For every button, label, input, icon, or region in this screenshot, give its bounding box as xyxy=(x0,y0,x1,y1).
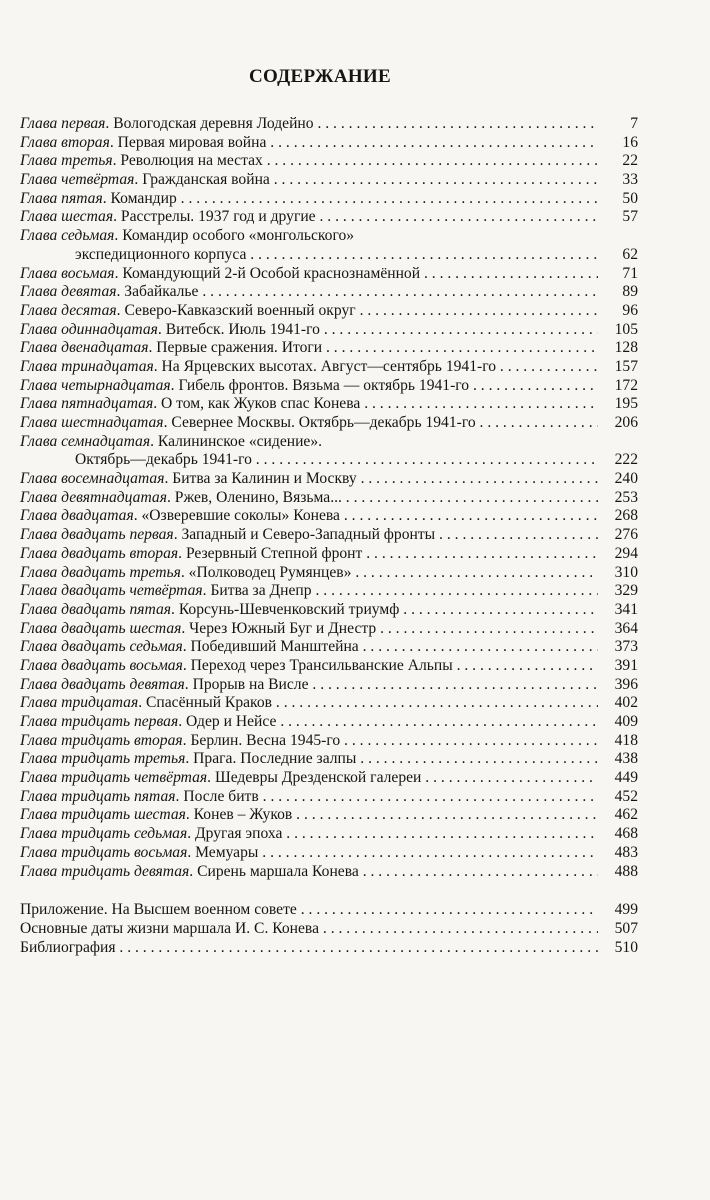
chapter-label: Глава двадцать пятая xyxy=(20,600,172,618)
entry-title: Конев – Жуков xyxy=(193,806,293,824)
entry-title: Берлин. Весна 1945-го xyxy=(190,731,341,749)
entry-text: Глава пятая. Командир . . . xyxy=(20,190,598,209)
entry-title: Северо-Кавказский военный округ xyxy=(124,301,356,319)
chapter-label: Глава двадцать девятая xyxy=(20,675,185,693)
chapter-label: Глава двадцать восьмая xyxy=(20,656,183,674)
entry-title: Мемуары xyxy=(195,843,259,861)
entry-text: Глава девятнадцатая. Ржев, Оленино, Вязьма... . . . xyxy=(20,489,598,508)
toc-entry xyxy=(20,638,638,657)
entry-text: Глава восемнадцатая. Битва за Калинин и Москву . . . xyxy=(20,470,598,489)
entry-text xyxy=(20,939,598,958)
entry-title: «Озверевшие соколы» Конева xyxy=(141,507,340,525)
toc-entry xyxy=(20,395,638,414)
entry-title: Октябрь—декабрь 1941-го xyxy=(75,451,252,469)
chapter-label: Глава тридцать шестая xyxy=(20,806,186,824)
entry-text: Глава вторая. Первая мировая война . . . xyxy=(20,134,598,153)
chapter-label: Глава семнадцатая xyxy=(20,432,151,450)
entry-title: Вологодская деревня Лодейно xyxy=(113,115,314,132)
entry-title: Первые сражения. Итоги xyxy=(156,339,323,357)
entry-title: Другая эпоха xyxy=(195,825,283,843)
chapter-label: Глава двадцать вторая xyxy=(20,544,179,562)
page-number: 488 xyxy=(614,862,638,880)
chapter-label: Глава четырнадцатая xyxy=(20,376,171,394)
chapter-label: Глава тридцать вторая xyxy=(20,731,183,749)
page-number: 7 xyxy=(630,115,638,132)
toc-entry xyxy=(20,788,638,807)
entry-title: Через Южный Буг и Днестр xyxy=(189,619,377,637)
entry-title: Гибель фронтов. Вязьма — октябрь 1941-го xyxy=(178,376,470,394)
entry-text: Глава тридцать вторая. Берлин. Весна 1945-го . . . xyxy=(20,732,598,751)
entry-text: Глава шестая. Расстрелы. 1937 год и другие . . . xyxy=(20,208,598,227)
entry-title: Битва за Калинин и Москву xyxy=(172,470,357,488)
entry-text xyxy=(20,901,598,920)
page-number: 396 xyxy=(614,675,638,693)
toc-entry xyxy=(20,545,638,564)
toc-entry xyxy=(20,451,638,470)
entry-text xyxy=(75,451,598,470)
toc-entry xyxy=(20,321,638,340)
toc-entry xyxy=(20,806,638,825)
page-number: 409 xyxy=(614,713,638,730)
entry-text xyxy=(75,246,598,265)
page-number: 310 xyxy=(614,563,638,581)
entry-title: Победивший Манштейна xyxy=(190,638,359,656)
toc-entry xyxy=(20,283,638,302)
page-number: 329 xyxy=(614,582,638,600)
entry-text: Глава двадцать вторая. Резервный Степной фронт . . . xyxy=(20,545,598,564)
entry-text xyxy=(20,920,598,939)
appendix-entry xyxy=(20,939,638,958)
chapter-label: Глава девятнадцатая xyxy=(20,488,167,506)
entry-text: Глава тридцать пятая. После битв . . . xyxy=(20,788,598,807)
entry-title: Ржев, Оленино, Вязьма... xyxy=(174,488,342,506)
table-of-contents xyxy=(20,115,638,957)
toc-entry xyxy=(20,227,638,246)
chapter-label: Глава тридцать четвёртая xyxy=(20,769,208,787)
toc-entry xyxy=(20,676,638,695)
entry-title: экспедиционного корпуса xyxy=(75,245,247,263)
chapter-label: Глава десятая xyxy=(20,301,117,319)
toc-entry xyxy=(20,732,638,751)
entry-title: О том, как Жуков спас Конева xyxy=(161,395,361,413)
page-number: 483 xyxy=(614,843,638,861)
entry-text: Глава двадцать четвёртая. Битва за Днепр . . . xyxy=(20,582,598,601)
entry-text: Глава двадцатая. «Озверевшие соколы» Конева . . . xyxy=(20,507,598,526)
page-number: 507 xyxy=(614,919,638,937)
page-number: 438 xyxy=(614,750,638,768)
entry-text: Глава восьмая. Командующий 2-й Особой краснознамённой . . . xyxy=(20,265,598,284)
appendix-entry xyxy=(20,920,638,939)
entry-text: Глава двадцать первая. Западный и Северо-Западный фронты . . . xyxy=(20,526,598,545)
entry-text: Глава тридцать четвёртая. Шедевры Дрезденской галереи . . . xyxy=(20,769,598,788)
entry-text: Глава пятнадцатая. О том, как Жуков спас Конева . . . xyxy=(20,395,598,414)
entry-text: Глава двадцать седьмая. Победивший Манштейна . . . xyxy=(20,638,598,657)
entry-title: Западный и Северо-Западный фронты xyxy=(181,526,436,544)
entry-text: Глава тридцать седьмая. Другая эпоха . . . xyxy=(20,825,598,844)
page-number: 22 xyxy=(622,152,638,170)
page-number: 240 xyxy=(614,470,638,488)
toc-entry xyxy=(20,750,638,769)
page-number: 62 xyxy=(622,245,638,263)
page-number: 341 xyxy=(614,600,638,618)
page-number: 105 xyxy=(614,320,638,338)
appendix-entry xyxy=(20,901,638,920)
page-number: 449 xyxy=(614,769,638,787)
page-number: 128 xyxy=(614,339,638,357)
chapter-label: Глава восьмая xyxy=(20,264,115,282)
page-number: 373 xyxy=(614,638,638,656)
entry-text: Глава первая. Вологодская деревня Лодейно . . . xyxy=(20,115,598,134)
toc-entry xyxy=(20,564,638,583)
entry-title: Сирень маршала Конева xyxy=(197,862,359,880)
page-number: 268 xyxy=(614,507,638,525)
entry-text: Глава девятая. Забайкалье . . . xyxy=(20,283,598,302)
chapter-label: Глава шестая xyxy=(20,208,114,226)
chapter-label: Глава тридцатая xyxy=(20,694,139,712)
entry-text: Глава четвёртая. Гражданская война . . . xyxy=(20,171,598,190)
entry-text: Глава тридцать третья. Прага. Последние залпы . . . xyxy=(20,750,598,769)
page-number: 195 xyxy=(614,395,638,413)
toc-entry xyxy=(20,620,638,639)
toc-entry xyxy=(20,601,638,620)
chapter-label: Глава двадцать седьмая xyxy=(20,638,183,656)
toc-entry xyxy=(20,863,638,882)
entry-text: Глава двадцать шестая. Через Южный Буг и Днестр . . . xyxy=(20,620,598,639)
entry-title: Севернее Москвы. Октябрь—декабрь 1941-го xyxy=(171,414,476,431)
entry-text: Глава семнадцатая. Калининское «сидение». xyxy=(20,432,323,450)
toc-entry xyxy=(20,358,638,377)
page-number: 452 xyxy=(614,787,638,805)
entry-title: Гражданская война xyxy=(142,171,270,189)
toc-entry xyxy=(20,152,638,171)
page-number: 294 xyxy=(614,544,638,562)
chapter-label: Глава вторая xyxy=(20,133,110,151)
entry-title: Командующий 2-й Особой краснознамённой xyxy=(122,264,421,282)
entry-text: Глава двадцать третья. «Полководец Румянцев» . . . xyxy=(20,564,598,583)
entry-title: Резервный Степной фронт xyxy=(185,544,363,562)
entry-title: Командир xyxy=(110,189,177,207)
toc-entry xyxy=(20,507,638,526)
page-number: 468 xyxy=(614,825,638,843)
entry-text: Глава шестнадцатая. Севернее Москвы. Октябрь—декабрь 1941-го . . . xyxy=(20,414,598,433)
page-number: 276 xyxy=(614,526,638,544)
entry-text: Глава десятая. Северо-Кавказский военный округ . . . xyxy=(20,302,598,321)
entry-text: Глава тридцатая. Спасённый Краков . . . xyxy=(20,694,598,713)
page-number: 50 xyxy=(622,189,638,207)
entry-title: Корсунь-Шевченковский триумф xyxy=(178,600,400,618)
entry-title: Приложение. На Высшем военном совете xyxy=(20,901,297,919)
entry-text: Глава тридцать восьмая. Мемуары . . . xyxy=(20,844,598,863)
entry-text: Глава тридцать девятая. Сирень маршала Конева . . . xyxy=(20,863,598,882)
toc-entry xyxy=(20,694,638,713)
chapter-label: Глава двадцатая xyxy=(20,507,134,525)
chapter-label: Глава седьмая xyxy=(20,227,115,245)
entry-text: Глава третья. Революция на местах . . . xyxy=(20,152,598,171)
section-gap xyxy=(20,881,638,901)
toc-entry xyxy=(20,414,638,433)
page-number: 510 xyxy=(614,938,638,956)
page-number: 96 xyxy=(622,301,638,319)
chapter-label: Глава двадцать первая xyxy=(20,526,174,544)
page-number: 462 xyxy=(614,806,638,824)
toc-entry xyxy=(20,339,638,358)
chapter-label: Глава тридцать девятая xyxy=(20,862,190,880)
chapter-label: Глава третья xyxy=(20,152,113,170)
page-number: 172 xyxy=(614,376,638,394)
page-number: 418 xyxy=(614,731,638,749)
entry-title: Революция на местах xyxy=(120,152,263,170)
chapter-label: Глава тридцать первая xyxy=(20,713,179,730)
toc-entry xyxy=(20,657,638,676)
chapter-label: Глава четвёртая xyxy=(20,171,135,189)
page-number: 206 xyxy=(614,414,638,431)
entry-title: Прорыв на Висле xyxy=(192,675,309,693)
entry-text: Глава двенадцатая. Первые сражения. Итоги . . . xyxy=(20,339,598,358)
toc-entry xyxy=(20,489,638,508)
chapter-label: Глава двадцать третья xyxy=(20,563,181,581)
toc-entry xyxy=(20,582,638,601)
page-number: 499 xyxy=(614,901,638,919)
entry-title: «Полководец Румянцев» xyxy=(188,563,352,581)
entry-text: Глава двадцать восьмая. Переход через Трансильванские Альпы . . . xyxy=(20,657,598,676)
entry-text: Глава четырнадцатая. Гибель фронтов. Вязьма — октябрь 1941-го . . . xyxy=(20,377,598,396)
chapter-label: Глава девятая xyxy=(20,283,117,301)
entry-title: Битва за Днепр xyxy=(210,582,312,600)
page-number: 57 xyxy=(622,208,638,226)
entry-title: Одер и Нейсе xyxy=(186,713,277,730)
chapter-label: Глава восемнадцатая xyxy=(20,470,165,488)
toc-entry xyxy=(20,470,638,489)
chapter-label: Глава двенадцатая xyxy=(20,339,149,357)
toc-entry xyxy=(20,825,638,844)
entry-title: Шедевры Дрезденской галереи xyxy=(214,769,422,787)
entry-title: Переход через Трансильванские Альпы xyxy=(190,656,453,674)
entry-title: Командир особого «монгольского» xyxy=(122,227,355,245)
toc-entry xyxy=(20,265,638,284)
chapter-label: Глава первая xyxy=(20,115,106,132)
page-number: 157 xyxy=(614,357,638,375)
toc-entry xyxy=(20,302,638,321)
entry-title: Калининское «сидение». xyxy=(157,432,323,450)
toc-entry xyxy=(20,433,638,452)
entry-title: Первая мировая война xyxy=(117,133,267,151)
page-number: 402 xyxy=(614,694,638,712)
entry-title: Витебск. Июль 1941-го xyxy=(165,320,320,338)
toc-entry xyxy=(20,713,638,732)
toc-entry xyxy=(20,134,638,153)
entry-title: На Ярцевских высотах. Август—сентябрь 1941-го xyxy=(161,357,497,375)
toc-entry xyxy=(20,769,638,788)
page-number: 16 xyxy=(622,133,638,151)
entry-title: Спасённый Краков xyxy=(146,694,272,712)
page-number: 364 xyxy=(614,619,638,637)
chapter-label: Глава тринадцатая xyxy=(20,357,154,375)
entry-text: Глава тридцать первая. Одер и Нейсе . . . xyxy=(20,713,598,732)
toc-entry xyxy=(20,246,638,265)
toc-entry xyxy=(20,208,638,227)
chapter-label: Глава двадцать шестая xyxy=(20,619,182,637)
page-title: СОДЕРЖАНИЕ xyxy=(249,66,391,87)
toc-entry xyxy=(20,190,638,209)
page-number: 391 xyxy=(614,656,638,674)
chapter-label: Глава тридцать третья xyxy=(20,750,186,768)
chapter-label: Глава шестнадцатая xyxy=(20,414,164,431)
toc-entry xyxy=(20,844,638,863)
chapter-label: Глава тридцать седьмая xyxy=(20,825,188,843)
chapter-label: Глава тридцать восьмая xyxy=(20,843,188,861)
entry-text: Глава двадцать пятая. Корсунь-Шевченковский триумф . . . xyxy=(20,601,598,620)
toc-entry xyxy=(20,526,638,545)
entry-title: Прага. Последние залпы xyxy=(193,750,357,768)
entry-text: Глава двадцать девятая. Прорыв на Висле . . . xyxy=(20,676,598,695)
toc-entry xyxy=(20,377,638,396)
entry-text: Глава седьмая. Командир особого «монгольского» xyxy=(20,227,355,245)
entry-text: Глава одиннадцатая. Витебск. Июль 1941-го . . . xyxy=(20,321,598,340)
page-number: 71 xyxy=(622,264,638,282)
toc-entry xyxy=(20,171,638,190)
page-number: 33 xyxy=(622,171,638,189)
entry-title: Забайкалье xyxy=(124,283,199,301)
entry-title: Расстрелы. 1937 год и другие xyxy=(120,208,316,226)
entry-text: Глава тридцать шестая. Конев – Жуков . . . xyxy=(20,806,598,825)
chapter-label: Глава тридцать пятая xyxy=(20,787,176,805)
chapter-label: Глава пятая xyxy=(20,189,103,207)
entry-title: Библиография xyxy=(20,938,116,956)
chapter-label: Глава одиннадцатая xyxy=(20,320,158,338)
page-number: 222 xyxy=(614,451,638,469)
entry-title: После битв xyxy=(183,787,259,805)
page-number: 89 xyxy=(622,283,638,301)
chapter-label: Глава двадцать четвёртая xyxy=(20,582,203,600)
page-number: 253 xyxy=(614,488,638,506)
toc-entry xyxy=(20,115,638,134)
entry-title: Основные даты жизни маршала И. С. Конева xyxy=(20,919,320,937)
chapter-label: Глава пятнадцатая xyxy=(20,395,154,413)
entry-text: Глава тринадцатая. На Ярцевских высотах. Август—сентябрь 1941-го . . . xyxy=(20,358,598,377)
